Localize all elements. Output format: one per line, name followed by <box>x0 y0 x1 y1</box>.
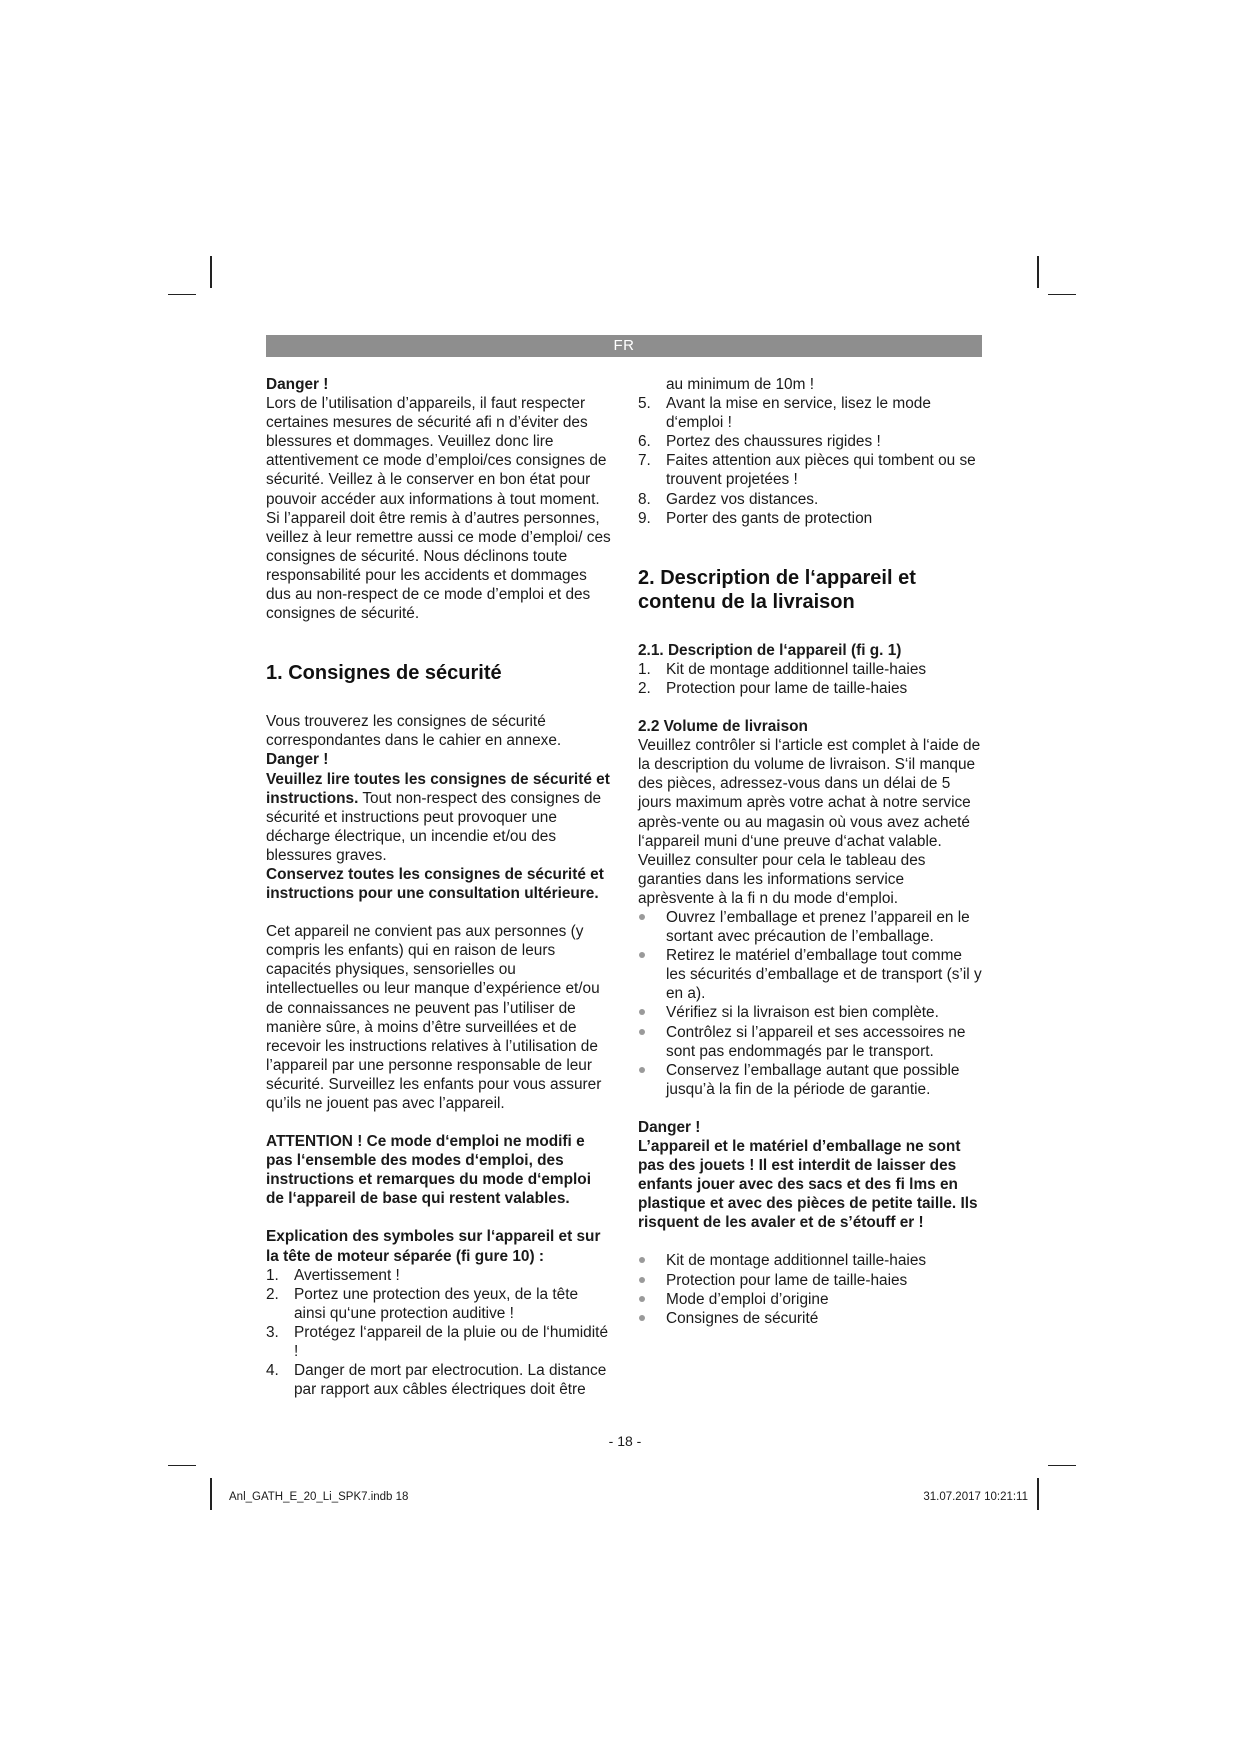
list-item: Retirez le matériel d’emballage tout comme les sécurités d’emballage et de transport (s’il y en a). <box>638 946 983 1003</box>
language-header-bar: FR <box>266 335 982 357</box>
children-paragraph: Cet appareil ne convient pas aux personnes (y compris les enfants) qui en raison de leurs capacités physiques, sensorielles ou intellectuelles ou leur manque d’expérience et/ou de connaissances ne peuvent pas l’utiliser de manière sûre, à moins d’être surveillées et de recevoir les instructions relatives à l’utilisation de l’appareil par une personne responsable de leur sécurité. Surveillez les enfants pour vous assurer qu’ils ne jouent pas avec l’appareil. <box>266 923 602 1112</box>
device-parts-list <box>638 660 983 698</box>
symbols-heading: Explication des symboles sur l‘appareil et sur la tête de moteur séparée (fi gure 10) : <box>266 1228 601 1265</box>
continued-text: au minimum de 10m ! <box>666 376 814 393</box>
list-item: 5. Avant la mise en service, lisez le mode d‘emploi ! <box>638 395 931 432</box>
section-1-title: 1. Consignes de sécurité <box>266 662 502 685</box>
symbols-list <box>266 1266 611 1400</box>
danger-instructions-paragraph <box>266 770 611 865</box>
bullet-icon <box>639 1277 645 1283</box>
danger-instructions-text: Tout non-respect des consignes de sécurité et instructions peut provoquer une décharge électrique, un incendie et/ou des blessures graves. <box>266 789 602 864</box>
unpacking-bullets <box>638 908 983 1099</box>
crop-mark <box>210 256 212 288</box>
section-2-title: 2. Description de l‘appareil et contenu de la livraison <box>638 566 916 613</box>
danger-heading: Danger ! <box>266 751 329 769</box>
list-item: Vérifiez si la livraison est bien complète. <box>638 1003 983 1022</box>
list-item: Mode d’emploi d’origine <box>638 1290 983 1309</box>
bullet-icon <box>639 952 645 958</box>
left-column <box>266 375 611 1399</box>
list-item: Kit de montage additionnel taille-haies <box>638 1251 983 1270</box>
list-item: 3. Protégez l‘appareil de la pluie ou de l‘humidité ! <box>266 1323 608 1361</box>
crop-mark <box>1037 256 1039 288</box>
page-number: - 18 - <box>608 1433 642 1449</box>
packaging-warning: L’appareil et le matériel d’emballage ne sont pas des jouets ! Il est interdit de laisser des enfants jouer avec des sacs et des fi lms en plastique et avec des pièces de petite taille. Ils risquent de les avaler et de s’étouff er ! <box>638 1138 978 1232</box>
crop-mark <box>168 1465 196 1466</box>
danger-heading: Danger ! <box>266 376 329 393</box>
list-item: Protection pour lame de taille-haies <box>638 1271 983 1290</box>
symbols-list-continued <box>638 394 983 528</box>
bullet-icon <box>639 1067 645 1073</box>
right-column <box>638 375 983 1328</box>
subsection-2-1-title: 2.1. Description de l‘appareil (fi g. 1) <box>638 641 902 659</box>
bullet-icon <box>639 1029 645 1035</box>
delivery-contents-list <box>638 1251 983 1327</box>
crop-mark <box>1037 1478 1039 1510</box>
list-item: 1. Avertissement ! <box>266 1266 400 1284</box>
bullet-icon <box>639 914 645 920</box>
bullet-icon <box>639 1257 645 1263</box>
list-item: 6. Portez des chaussures rigides ! <box>638 433 881 451</box>
crop-mark <box>1048 1465 1076 1466</box>
list-item: Consignes de sécurité <box>638 1309 983 1328</box>
danger-paragraph: Lors de l’utilisation d’appareils, il faut respecter certaines mesures de sécurité afi n d’éviter des blessures et dommages. Veuillez donc lire attentivement ce mode d’emploi/ces consignes de sécurité. Veillez à le conserver en bon état pour pouvoir accéder aux informations à tout moment. Si l’appareil doit être remis à d’autres personnes, veillez à leur remettre aussi ce mode d’emploi/ ces consignes de sécurité. Nous déclinons toute responsabilité pour les accidents et dommages dus au non-respect de ce mode d’emploi et des consignes de sécurité. <box>266 395 611 623</box>
list-item: Contrôlez si l’appareil et ses accessoires ne sont pas endommagés par le transport. <box>638 1023 983 1061</box>
keep-instructions-paragraph: Conservez toutes les consignes de sécurité et instructions pour une consultation ultérieure. <box>266 865 604 903</box>
footer-file-name: Anl_GATH_E_20_Li_SPK7.indb 18 <box>229 1491 409 1503</box>
footer-timestamp: 31.07.2017 10:21:11 <box>923 1491 1028 1503</box>
subsection-2-2-title: 2.2 Volume de livraison <box>638 718 808 736</box>
list-item: Ouvrez l’emballage et prenez l’appareil en le sortant avec précaution de l’emballage. <box>638 908 983 946</box>
annex-paragraph: Vous trouverez les consignes de sécurité correspondantes dans le cahier en annexe. <box>266 713 562 750</box>
attention-paragraph: ATTENTION ! Ce mode d‘emploi ne modifi e pas l‘ensemble des modes d‘emploi, des instructions et remarques du mode d‘emploi de l‘appareil de base qui restent valables. <box>266 1133 591 1208</box>
list-item: 2. Protection pour lame de taille-haies <box>638 679 908 697</box>
list-item: Conservez l’emballage autant que possible jusqu’à la fin de la période de garantie. <box>638 1061 983 1099</box>
list-item: 1. Kit de montage additionnel taille-haies <box>638 660 927 678</box>
delivery-paragraph: Veuillez contrôler si l‘article est complet à l‘aide de la description du volume de livraison. S‘il manque des pièces, adressez-vous dans un délai de 5 jours maximum après votre achat à notre service après-vente ou au magasin où vous avez acheté l‘appareil muni d‘une preuve d‘achat valable. Veuillez consulter pour cela le tableau des garanties dans les informations service aprèsvente à la fi n du mode d‘emploi. <box>638 737 981 907</box>
list-item: 8. Gardez vos distances. <box>638 490 819 508</box>
crop-mark <box>168 294 196 295</box>
danger-heading: Danger ! <box>638 1118 701 1136</box>
bullet-icon <box>639 1296 645 1302</box>
crop-mark <box>210 1478 212 1510</box>
bullet-icon <box>639 1009 645 1015</box>
bullet-icon <box>639 1315 645 1321</box>
list-item: 2. Portez une protection des yeux, de la tête ainsi qu‘une protection auditive ! <box>266 1285 579 1322</box>
list-item: 9. Porter des gants de protection <box>638 509 873 527</box>
list-item: 7. Faites attention aux pièces qui tombent ou se trouvent projetées ! <box>638 452 976 489</box>
list-item: 4. Danger de mort par electrocution. La distance par rapport aux câbles électriques doit être <box>266 1362 607 1399</box>
danger-instructions-bold: Veuillez lire toutes les consignes de sécurité et instructions. <box>266 770 610 807</box>
crop-mark <box>1048 294 1076 295</box>
